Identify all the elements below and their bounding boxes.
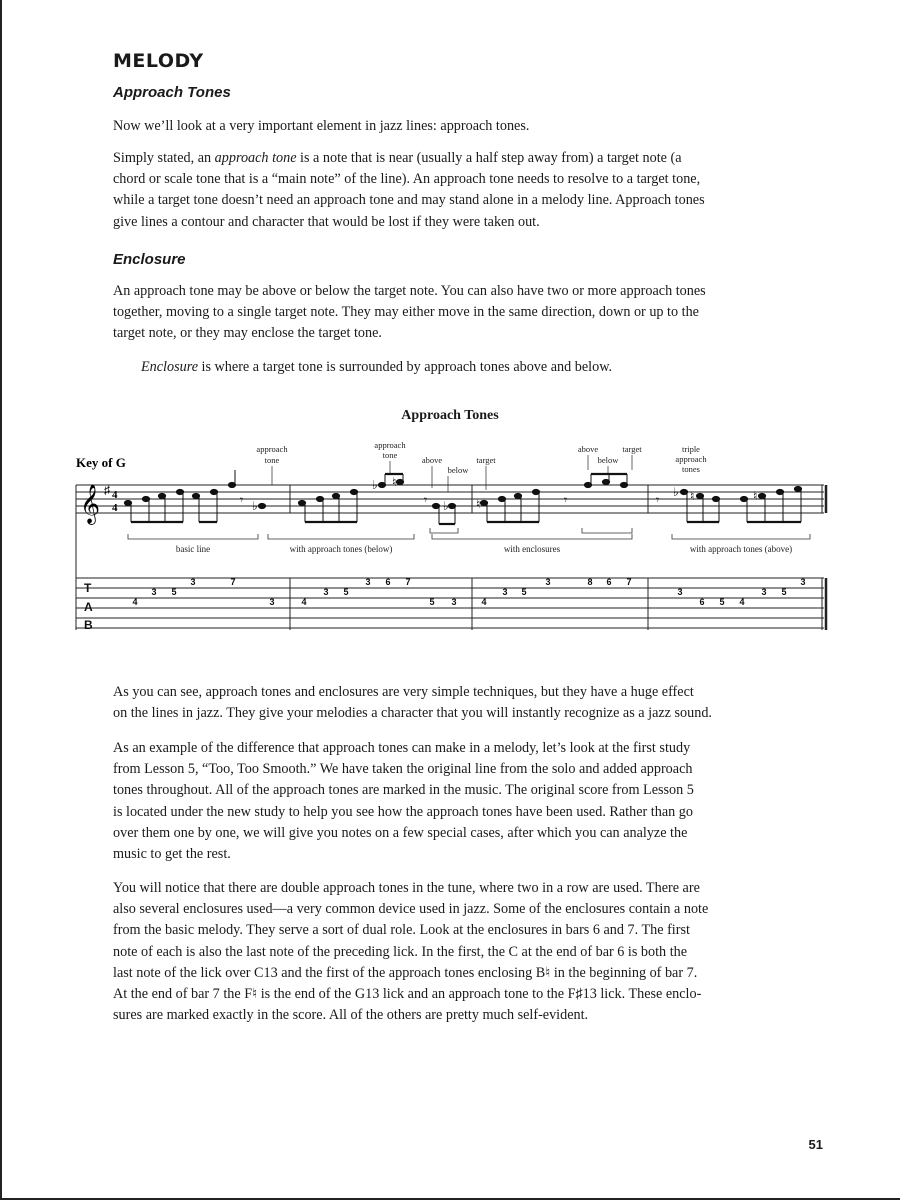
svg-text:♭: ♭ [443, 499, 449, 513]
svg-text:5: 5 [429, 597, 435, 607]
svg-text:3: 3 [761, 587, 767, 597]
svg-text:♮: ♮ [476, 497, 481, 511]
svg-text:6: 6 [606, 577, 612, 587]
chapter-heading: MELODY [113, 50, 204, 72]
treble-clef-icon: 𝄞 [80, 486, 101, 523]
svg-text:3: 3 [151, 587, 157, 597]
body-paragraph-1: As you can see, approach tones and enclosures are very simple techniques, but they have a huge effect on the lines in jazz. They give your melodies a character that you will instantly recognize as a jazz sound. [113, 684, 712, 722]
svg-text:tone: tone [382, 450, 398, 460]
tab-staff [76, 578, 824, 628]
svg-text:♮: ♮ [690, 489, 695, 503]
svg-text:𝄾: 𝄾 [656, 493, 660, 507]
bracket-label-approach-above: with approach tones (above) [689, 544, 793, 554]
sharp-icon: ♯ [104, 483, 110, 497]
svg-text:tone: tone [264, 455, 280, 465]
svg-text:approach: approach [675, 454, 707, 464]
svg-text:tones: tones [682, 464, 700, 474]
svg-text:4: 4 [301, 597, 307, 607]
section-title-approach-tones: Approach Tones [113, 84, 231, 101]
svg-text:4: 4 [739, 597, 745, 607]
svg-text:4: 4 [132, 597, 138, 607]
svg-text:B: B [84, 618, 93, 632]
svg-text:♮: ♮ [392, 475, 397, 489]
svg-text:𝄾: 𝄾 [564, 493, 568, 507]
enclosure-definition: Enclosure is where a target tone is surrounded by approach tones above and below. [141, 359, 613, 375]
notes-measure-1 [124, 470, 265, 522]
svg-text:5: 5 [521, 587, 527, 597]
svg-text:𝄾: 𝄾 [240, 493, 244, 507]
svg-text:5: 5 [171, 587, 177, 597]
key-label: Key of G [76, 455, 126, 470]
bracket-label-enclosures: with enclosures [503, 544, 561, 554]
annotation-target-2: target [622, 444, 642, 454]
bracket-label-approach-below: with approach tones (below) [289, 544, 393, 554]
svg-text:♭: ♭ [372, 478, 378, 492]
approach-tone-definition: Simply stated, an approach tone is a note that is near (usually a half step away from) a target note (a chord or scale tone that is a “main note” of the line). An approach tone needs to resolve to a target tone, while a target tone doesn’t need an approach tone and may stand alone in a melody line. Approach tones give lines a contour and character that would be lost if they were taken out. [113, 150, 705, 230]
annotation-above-2: above [577, 444, 599, 454]
svg-text:3: 3 [545, 577, 551, 587]
svg-text:𝄾: 𝄾 [424, 493, 428, 507]
svg-text:3: 3 [323, 587, 329, 597]
annotation-triple: triple [682, 444, 700, 454]
enclosure-paragraph: An approach tone may be above or below the target note. You can also have two or more approach tones together, moving to a single target note. They may either move in the same direction, down or up to the target note, or they may enclose the target tone. [113, 283, 706, 342]
svg-text:8: 8 [587, 577, 593, 587]
bracket-label-basic-line: basic line [175, 544, 211, 554]
svg-text:3: 3 [269, 597, 275, 607]
annotation-target-1: target [476, 455, 496, 465]
svg-text:3: 3 [451, 597, 457, 607]
svg-text:3: 3 [677, 587, 683, 597]
svg-text:4: 4 [112, 502, 118, 514]
music-figure [0, 430, 900, 640]
figure-title: Approach Tones [401, 408, 499, 423]
annotation-above-1: above [421, 455, 443, 465]
body-paragraph-3: You will notice that there are double approach tones in the tune, where two in a row are used. There are also several enclosures used—a very common device used in jazz. Some of the enclosures contain a note from the basic melody. They serve a sort of dual role. Look at the enclosures in bars 6 and 7. The first note of each is also the last note of the preceding lick. In the first, the C at the end of bar 6 is both the last note of the lick over C13 and the first of the approach tones enclosing B♮ in the beginning of bar 7. At the end of bar 7 the F♮ is the end of the G13 lick and an approach tone to the F♯13 lick. These enclo- sures are marked exactly in the score. All of the others are pretty much self-evident. [113, 880, 709, 1024]
annotation-below-2: below [597, 455, 619, 465]
svg-text:3: 3 [190, 577, 196, 587]
notes-measure-3 [480, 474, 627, 522]
svg-text:3: 3 [502, 587, 508, 597]
svg-text:3: 3 [800, 577, 806, 587]
tab-numbers [132, 577, 805, 607]
svg-text:3: 3 [365, 577, 371, 587]
tab-clef [84, 581, 93, 632]
svg-text:6: 6 [699, 597, 705, 607]
svg-text:4: 4 [112, 489, 118, 501]
svg-text:A: A [84, 600, 93, 614]
page-number: 51 [808, 1137, 823, 1152]
section-title-enclosure: Enclosure [113, 251, 186, 268]
svg-text:♭: ♭ [252, 499, 258, 513]
annotation-approach-tone-1: approach [256, 444, 288, 454]
svg-text:5: 5 [343, 587, 349, 597]
body-paragraph-2: As an example of the difference that approach tones can make in a melody, let’s look at the first study from Lesson 5, “Too, Too Smooth.” We have taken the original line from the solo and added approach tones throughout. All of the approach tones are marked in the music. The original score from Lesson 5 is located under the new study to help you see how the approach tones have been used. Rather than go over them one by one, we will give you notes on a few special cases, after which you can analyze the music to get the rest. [113, 740, 694, 863]
svg-text:4: 4 [481, 597, 487, 607]
svg-text:7: 7 [230, 577, 236, 587]
annotation-below-1: below [447, 465, 469, 475]
svg-text:6: 6 [385, 577, 391, 587]
svg-text:♭: ♭ [673, 485, 679, 499]
svg-text:5: 5 [781, 587, 787, 597]
annotation-approach-tone-2: approach [374, 440, 406, 450]
svg-text:♮: ♮ [753, 489, 758, 503]
svg-text:5: 5 [719, 597, 725, 607]
intro-paragraph: Now we’ll look at a very important element in jazz lines: approach tones. [113, 118, 530, 134]
svg-text:7: 7 [405, 577, 411, 587]
svg-text:7: 7 [626, 577, 632, 587]
svg-text:T: T [84, 581, 92, 595]
